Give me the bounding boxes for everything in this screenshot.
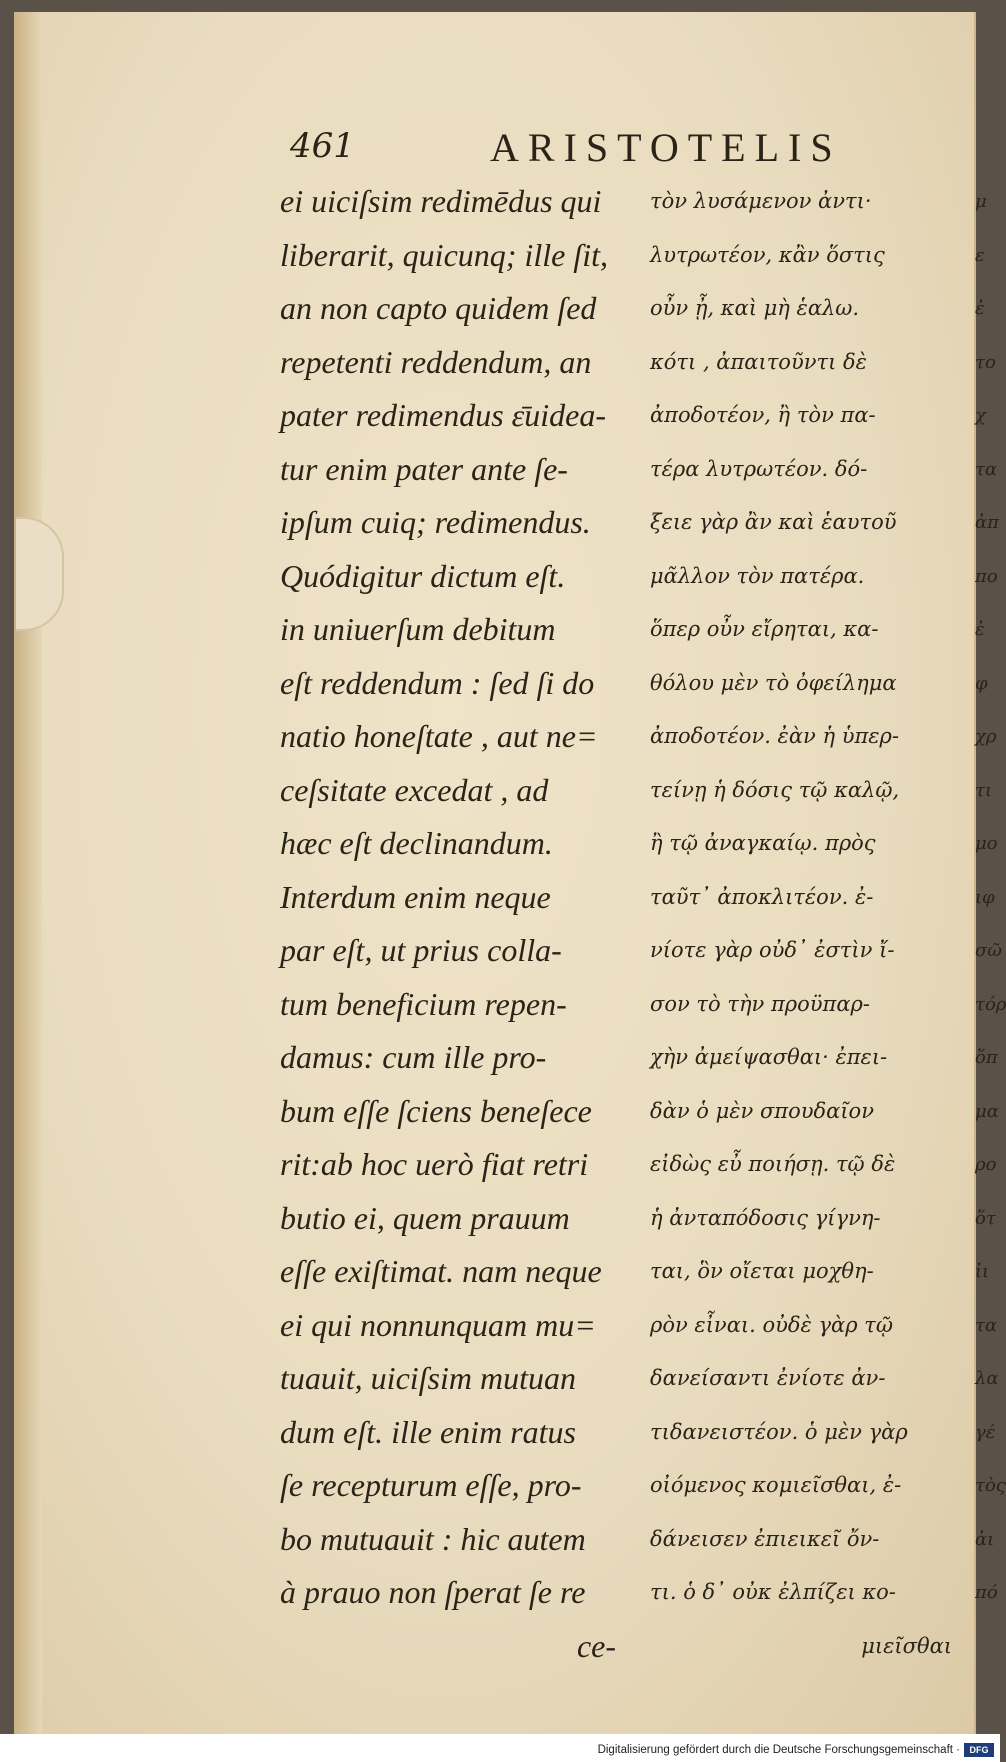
latin-text-line: ei uiciſsim redimēdus qui xyxy=(280,183,602,219)
adjacent-page-margin-text xyxy=(975,175,1006,1620)
latin-text-line: tum beneficium repen- xyxy=(280,985,567,1022)
margin-text-fragment: ἐ xyxy=(975,298,985,319)
greek-text-line: κότι , ἀπαιτοῦντι δὲ xyxy=(650,349,867,374)
margin-text-fragment: φ xyxy=(975,672,988,694)
greek-text-line: λυτρωτέον, κἂν ὅστις xyxy=(650,242,885,267)
latin-text-line: pater redimendus ε̄uidea- xyxy=(280,397,607,433)
greek-text-line: ἢ τῷ ἀναγκαίῳ. πρὸς xyxy=(650,831,876,855)
page-number: 461 xyxy=(290,126,355,166)
greek-text-line: ρὸν εἶναι. οὐδὲ γὰρ τῷ xyxy=(650,1312,893,1337)
margin-text-fragment: μα xyxy=(975,1100,999,1122)
greek-text-line: οἰόμενος κομιεῖσθαι, ἐ- xyxy=(650,1473,902,1497)
margin-text-fragment: πο xyxy=(975,565,998,587)
greek-text-line: ται, ὃν οἴεται μοχθη- xyxy=(650,1259,874,1283)
greek-text-line: δὰν ὁ μὲν σπουδαῖον xyxy=(650,1098,874,1123)
latin-text-line: tuauit, uiciſsim mutuan xyxy=(280,1360,576,1396)
margin-text-fragment: ιφ xyxy=(975,886,995,908)
greek-text-line: θόλου μὲν τὸ ὀφείλημα xyxy=(650,670,897,695)
latin-text-line: rit:ab hoc uerò fiat retri xyxy=(280,1146,589,1182)
greek-text-line: ταῦτ᾽ ἀποκλιτέον. ἐ- xyxy=(650,884,874,909)
latin-text-line: ſe recepturum eſſe, pro- xyxy=(280,1467,582,1503)
running-head: ARISTOTELIS xyxy=(490,125,842,170)
greek-text-line: δανείσαντι ἐνίοτε ἀν- xyxy=(650,1366,886,1390)
greek-text-line: τι. ὁ δ᾽ οὐκ ἐλπίζει κο- xyxy=(650,1580,896,1604)
latin-text-line: eſſe exiſtimat. nam neque xyxy=(280,1253,602,1289)
margin-text-fragment: μ xyxy=(975,191,987,212)
greek-text-line: τείνῃ ἡ δόσις τῷ καλῷ, xyxy=(650,777,900,802)
greek-text-line: ξειε γὰρ ἂν καὶ ἑαυτοῦ xyxy=(650,510,897,534)
digitization-credit: Digitalisierung gefördert durch die Deutsche Forschungsgemeinschaft · xyxy=(597,1744,960,1756)
margin-text-fragment: το xyxy=(975,351,996,373)
greek-text-line: ἡ ἀνταπόδοσις γίγνη- xyxy=(650,1205,881,1230)
latin-text-line: bo mutuauit : hic autem xyxy=(280,1520,586,1557)
margin-text-fragment: ἀι xyxy=(975,1528,995,1550)
greek-text-column xyxy=(650,175,960,1673)
greek-text-line: εἰδὼς εὖ ποιήσῃ. τῷ δὲ xyxy=(650,1152,896,1176)
greek-text-line: σον τὸ τὴν προϋπαρ- xyxy=(650,991,870,1016)
margin-text-fragment: χ xyxy=(975,405,986,426)
greek-text-line: νίοτε γὰρ οὐδ᾽ ἐστὶν ἴ- xyxy=(650,938,895,962)
margin-text-fragment: τα xyxy=(975,1314,998,1336)
margin-text-fragment: ἰι xyxy=(975,1261,990,1282)
page-header xyxy=(290,118,850,168)
latin-text-line: natio honeſtate , aut ne= xyxy=(280,718,598,754)
greek-text-line: ἀποδοτέον, ἢ τὸν πα- xyxy=(650,403,876,427)
latin-text-line: par eſt, ut prius colla- xyxy=(280,932,562,968)
latin-text-line: Interdum enim neque xyxy=(280,878,551,915)
latin-text-line: eſt reddendum : ſed ſi do xyxy=(280,664,595,701)
latin-text-line: butio ei, quem prauum xyxy=(280,1199,570,1236)
greek-text-line: μιεῖσθαι xyxy=(861,1633,952,1658)
latin-text-line: dum eſt. ille enim ratus xyxy=(280,1413,576,1450)
greek-text-line: ὅπερ οὖν εἴρηται, κα- xyxy=(650,617,879,641)
margin-text-fragment: ὅπ xyxy=(975,1047,998,1068)
latin-text-line: à prauo non ſperat ſe re xyxy=(280,1574,586,1610)
latin-text-line: liberarit, quicunq; ille ſit, xyxy=(280,236,608,273)
greek-text-line: οὖν ᾖ, καὶ μὴ ἑαλω. xyxy=(650,296,860,320)
page-clasp-tab xyxy=(16,517,64,631)
margin-text-fragment: ἐ xyxy=(975,619,985,640)
margin-text-fragment: ἀπ xyxy=(975,512,999,533)
greek-text-line: ἀποδοτέον. ἐὰν ἡ ὑπερ- xyxy=(650,724,899,748)
greek-text-line: τιδανειστέον. ὁ μὲν γὰρ xyxy=(650,1419,908,1444)
latin-text-line: ei qui nonnunquam mu= xyxy=(280,1306,596,1343)
greek-text-line: μᾶλλον τὸν πατέρα. xyxy=(650,563,865,588)
latin-text-line: an non capto quidem ſed xyxy=(280,290,597,326)
greek-text-line: χὴν ἀμείψασθαι· ἐπει- xyxy=(650,1045,888,1069)
page-gutter xyxy=(14,12,42,1734)
margin-text-fragment: ὅτ xyxy=(975,1207,996,1229)
latin-text-column xyxy=(280,175,640,1673)
greek-text-line: τὸν λυσάμενον ἀντι· xyxy=(650,189,872,213)
margin-text-fragment: λα xyxy=(975,1368,999,1389)
margin-text-fragment: σῶ xyxy=(975,940,1002,961)
margin-text-fragment: τόρ xyxy=(975,993,1006,1015)
margin-text-fragment: ρο xyxy=(975,1154,997,1175)
latin-text-line: repetenti reddendum, an xyxy=(280,343,592,380)
latin-text-line: damus: cum ille pro- xyxy=(280,1039,547,1075)
latin-text-line: bum eſſe ſciens beneſece xyxy=(280,1092,592,1129)
margin-text-fragment: γέ xyxy=(975,1421,996,1443)
catchword: ce- xyxy=(576,1627,616,1664)
latin-text-line: ceſsitate excedat , ad xyxy=(280,771,549,808)
dfg-logo: DFG xyxy=(964,1743,994,1757)
margin-text-fragment: τὸς xyxy=(975,1475,1006,1496)
latin-text-line: hæc eſt declinandum. xyxy=(280,825,553,861)
greek-text-line: τέρα λυτρωτέον. δό- xyxy=(650,456,868,481)
margin-text-fragment: ε xyxy=(975,244,985,266)
margin-text-fragment: τα xyxy=(975,458,998,480)
latin-text-line: Quódigitur dictum eſt. xyxy=(280,557,566,594)
greek-text-line: δάνεισεν ἐπιεικεῖ ὄν- xyxy=(650,1526,880,1551)
latin-text-line: tur enim pater ante ſe- xyxy=(280,450,568,487)
latin-text-line: ipſum cuiq; redimendus. xyxy=(280,504,591,540)
latin-text-line: in uniuerſum debitum xyxy=(280,611,556,647)
margin-text-fragment: χρ xyxy=(975,726,997,747)
margin-text-fragment: μο xyxy=(975,833,998,854)
margin-text-fragment: πό xyxy=(975,1582,998,1603)
margin-text-fragment: τι xyxy=(975,779,993,801)
